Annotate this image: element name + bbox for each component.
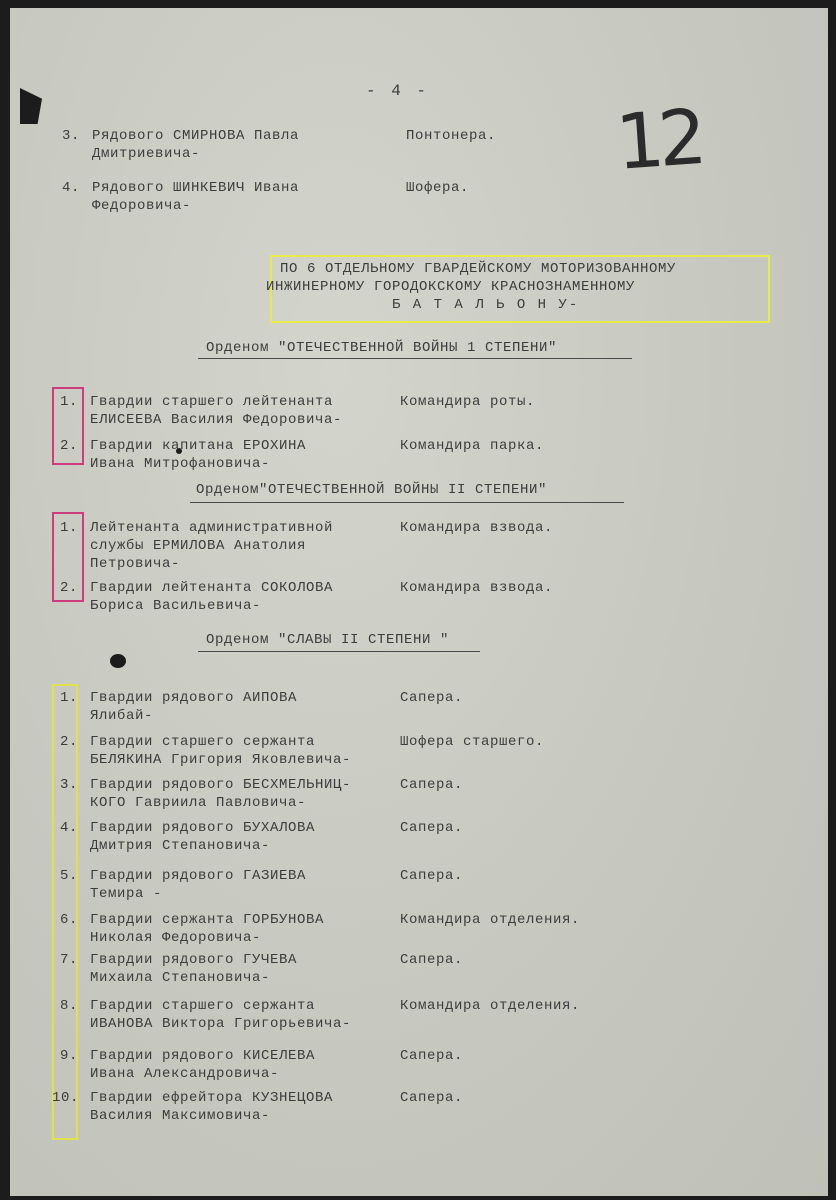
entry-number: 1. [60, 394, 79, 410]
entry-number: 1. [60, 690, 79, 706]
entry-name-line2: Темира - [90, 886, 163, 902]
entry-role: Шофера. [406, 180, 470, 196]
heading-underline [198, 358, 632, 359]
entry-name-line1: Гвардии рядового ГАЗИЕВА [90, 868, 307, 884]
entry-number: 7. [60, 952, 79, 968]
entry-role: Командира роты. [400, 394, 536, 410]
entry-name-line1: Гвардии лейтенанта СОКОЛОВА [90, 580, 334, 596]
entry-name-line2: Дмитрия Степановича- [90, 838, 271, 854]
entry-role: Понтонера. [406, 128, 497, 144]
entry-name-line2: Ивана Александровича- [90, 1066, 280, 1082]
entry-number: 8. [60, 998, 79, 1014]
entry-name-line1: Гвардии рядового АИПОВА [90, 690, 298, 706]
entry-name-line1: Гвардии сержанта ГОРБУНОВА [90, 912, 325, 928]
entry-role: Сапера. [400, 690, 464, 706]
entry-name-line2: Дмитриевича- [92, 146, 201, 162]
entry-name-line2: ИВАНОВА Виктора Григорьевича- [90, 1016, 352, 1032]
entry-role: Сапера. [400, 1048, 464, 1064]
entry-number: 2. [60, 734, 79, 750]
entry-name-line1: Гвардии рядового КИСЕЛЕВА [90, 1048, 316, 1064]
heading-underline [198, 651, 480, 652]
torn-edge [20, 88, 42, 124]
entry-name-line2: Николая Федоровича- [90, 930, 262, 946]
entry-role: Сапера. [400, 820, 464, 836]
entry-role: Командира парка. [400, 438, 545, 454]
punch-hole [110, 654, 126, 668]
entry-name-line1: Рядового СМИРНОВА Павла [92, 128, 300, 144]
entry-name-line2: Федоровича- [92, 198, 192, 214]
handwritten-page-number: 12 [612, 92, 704, 187]
entry-name-line1: Гвардии рядового БЕСХМЕЛЬНИЦ- [90, 777, 352, 793]
entry-name-line2: КОГО Гавриила Павловича- [90, 795, 307, 811]
entry-name-line2: БЕЛЯКИНА Григория Яковлевича- [90, 752, 352, 768]
entry-name-line3: Петровича- [90, 556, 181, 572]
heading-underline [190, 502, 624, 503]
entry-number: 2. [60, 438, 79, 454]
entry-number: 5. [60, 868, 79, 884]
page-number: - 4 - [366, 82, 430, 100]
entry-number: 3. [62, 128, 81, 144]
entry-number: 9. [60, 1048, 79, 1064]
entry-name-line2: Бориса Васильевича- [90, 598, 262, 614]
entry-number: 2. [60, 580, 79, 596]
entry-role: Шофера старшего. [400, 734, 545, 750]
entry-name-line1: Гвардии капитана ЕРОХИНА [90, 438, 307, 454]
unit-heading-line1: ПО 6 ОТДЕЛЬНОМУ ГВАРДЕЙСКОМУ МОТОРИЗОВАННОМУ [280, 261, 677, 277]
entry-name-line2: Василия Максимовича- [90, 1108, 271, 1124]
entry-name-line1: Рядового ШИНКЕВИЧ Ивана [92, 180, 300, 196]
entry-number: 6. [60, 912, 79, 928]
entry-role: Сапера. [400, 952, 464, 968]
entry-number: 1. [60, 520, 79, 536]
section-heading: Орденом "СЛАВЫ II СТЕПЕНИ " [206, 632, 450, 648]
entry-name-line1: Лейтенанта административной [90, 520, 334, 536]
entry-name-line2: Михаила Степановича- [90, 970, 271, 986]
entry-name-line1: Гвардии ефрейтора КУЗНЕЦОВА [90, 1090, 334, 1106]
section-heading: Орденом "ОТЕЧЕСТВЕННОЙ ВОЙНЫ 1 СТЕПЕНИ" [206, 340, 558, 356]
entry-role: Сапера. [400, 868, 464, 884]
entry-number: 4. [60, 820, 79, 836]
section-heading: Орденом"ОТЕЧЕСТВЕННОЙ ВОЙНЫ II СТЕПЕНИ" [196, 482, 548, 498]
entry-name-line2: службы ЕРМИЛОВА Анатолия [90, 538, 307, 554]
entry-name-line2: Ялибай- [90, 708, 154, 724]
entry-name-line1: Гвардии рядового БУХАЛОВА [90, 820, 316, 836]
entry-name-line1: Гвардии старшего сержанта [90, 734, 316, 750]
entry-role: Командира отделения. [400, 998, 581, 1014]
entry-name-line2: Ивана Митрофановича- [90, 456, 271, 472]
unit-heading-line2: ИНЖИНЕРНОМУ ГОРОДОКСКОМУ КРАСНОЗНАМЕННОМУ [266, 279, 636, 295]
entry-name-line1: Гвардии старшего сержанта [90, 998, 316, 1014]
entry-role: Командира отделения. [400, 912, 581, 928]
entry-role: Командира взвода. [400, 520, 554, 536]
entry-number: 4. [62, 180, 81, 196]
entry-role: Сапера. [400, 1090, 464, 1106]
unit-heading-line3: Б А Т А Л Ь О Н У- [392, 297, 580, 313]
entry-number: 10. [52, 1090, 80, 1106]
entry-name-line2: ЕЛИСЕЕВА Василия Федоровича- [90, 412, 343, 428]
document-page [10, 8, 828, 1196]
entry-name-line1: Гвардии рядового ГУЧЕВА [90, 952, 298, 968]
entry-number: 3. [60, 777, 79, 793]
entry-name-line1: Гвардии старшего лейтенанта [90, 394, 334, 410]
entry-role: Командира взвода. [400, 580, 554, 596]
entry-role: Сапера. [400, 777, 464, 793]
